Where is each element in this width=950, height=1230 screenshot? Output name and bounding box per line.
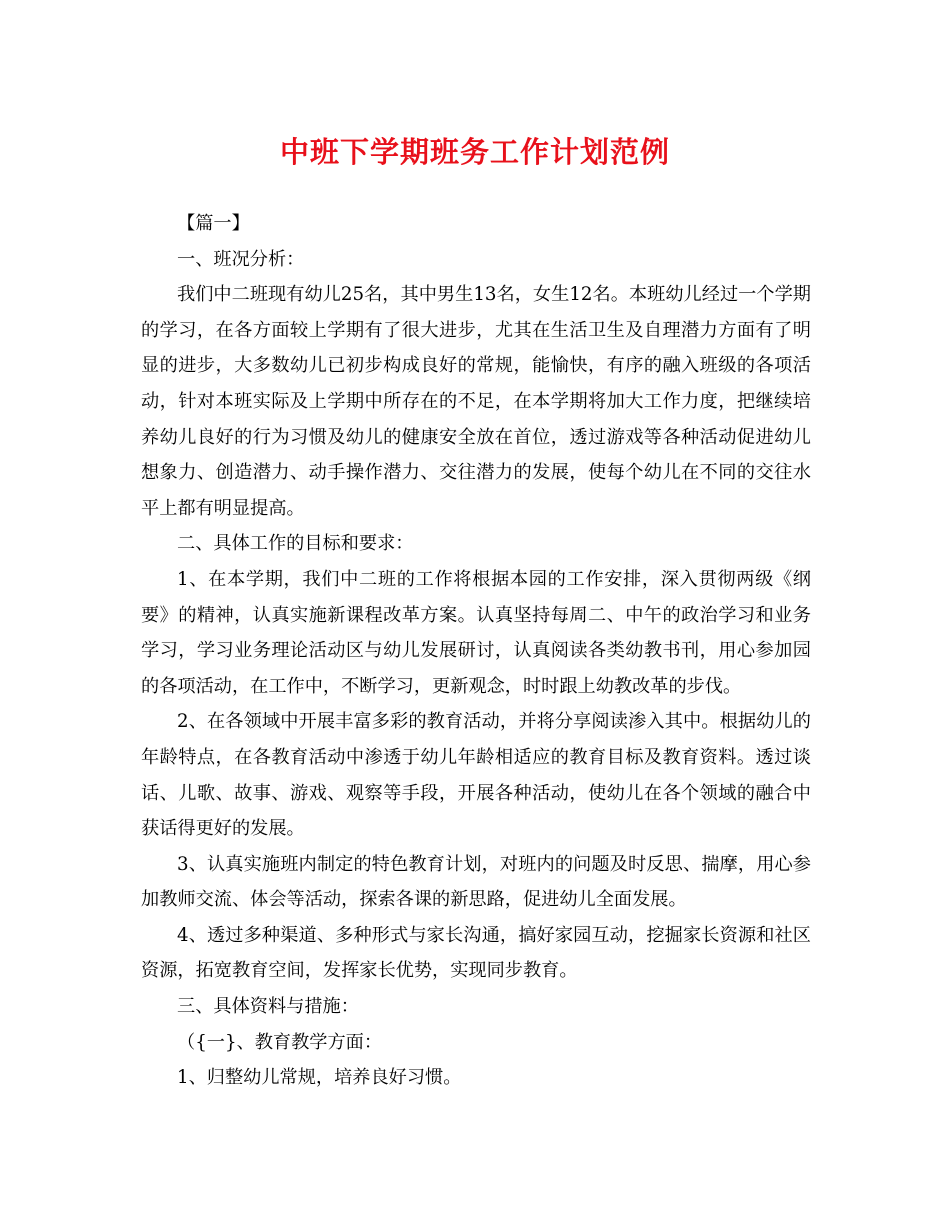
paragraph: 4、透过多种渠道、多种形式与家长沟通，搞好家园互动，挖掘家长资源和社区资源，拓宽教育空间，发挥家长优势，实现同步教育。 bbox=[141, 924, 811, 982]
paragraph: 我们中二班现有幼儿25名，其中男生13名，女生12名。本班幼儿经过一个学期的学习，在各方面较上学期有了很大进步，尤其在生活卫生及自理潜力方面有了明显的进步，大多数幼儿已初步构成良好的常规，能愉快，有序的融入班级的各项活动，针对本班实际及上学期中所存在的不足，在本学期将加大工作力度，把继续培养幼儿良好的行为习惯及幼儿的健康安全放在首位，透过游戏等各种活动促进幼儿想象力、创造潜力、动手操作潜力、交往潜力的发展，使每个幼儿在不同的交往水平上都有明显提高。 bbox=[141, 284, 811, 519]
section-heading: 三、具体资料与措施： bbox=[177, 996, 359, 1018]
section-marker: 【篇一】 bbox=[177, 213, 250, 234]
paragraph: 1、归整幼儿常规，培养良好习惯。 bbox=[177, 1067, 462, 1089]
paragraph: 1、在本学期，我们中二班的工作将根据本园的工作安排，深入贯彻两级《纲要》的精神，认真实施新课程改革方案。认真坚持每周二、中午的政治学习和业务学习，学习业务理论活动区与幼儿发展研讨，认真阅读各类幼教书刊，用心参加园的各项活动，在工作中，不断学习，更新观念，时时跟上幼教改革的步伐。 bbox=[141, 568, 811, 697]
subsection-heading: （{一}、教育教学方面： bbox=[177, 1031, 383, 1053]
paragraph: 2、在各领域中开展丰富多彩的教育活动，并将分享阅读渗入其中。根据幼儿的年龄特点，在各教育活动中渗透于幼儿年龄相适应的教育目标及教育资料。透过谈话、儿歌、故事、游戏、观察等手段，开展各种活动，使幼儿在各个领域的融合中获话得更好的发展。 bbox=[141, 711, 811, 840]
section-heading: 一、班况分析： bbox=[177, 248, 305, 270]
document-title: 中班下学期班务工作计划范例 bbox=[279, 135, 670, 169]
document-body bbox=[141, 206, 811, 1096]
section-heading: 二、具体工作的目标和要求： bbox=[177, 533, 414, 555]
paragraph: 3、认真实施班内制定的特色教育计划，对班内的问题及时反思、揣摩，用心参加教师交流、体会等活动，探索各课的新思路，促进幼儿全面发展。 bbox=[141, 853, 811, 911]
